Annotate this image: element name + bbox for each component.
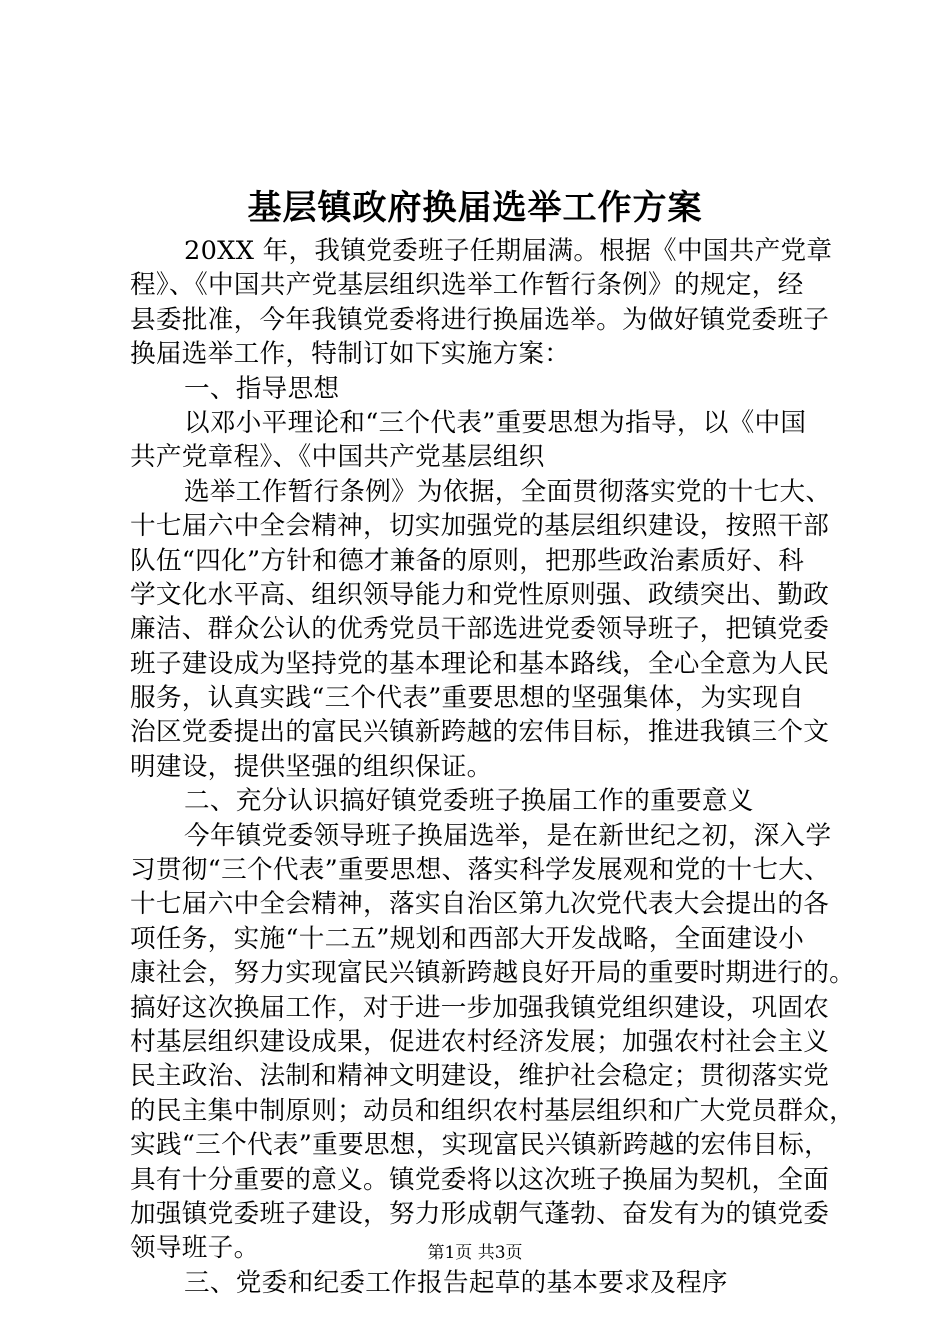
text-line: 程》、《中国共产党基层组织选举工作暂行条例》的规定，经	[130, 270, 804, 301]
text-line: 的民主集中制原则；动员和组织农村基层组织和广大党员群众，	[130, 1095, 856, 1126]
text-line: 20XX 年，我镇党委班子任期届满。根据《中国共产党章	[184, 236, 833, 266]
text-line: 明建设，提供坚强的组织保证。	[130, 751, 493, 782]
text-line: 班子建设成为坚持党的基本理论和基本路线，全心全意为人民	[130, 648, 830, 679]
text-line: 康社会，努力实现富民兴镇新跨越良好开局的重要时期进行的。	[130, 958, 856, 989]
document-title: 基层镇政府换届选举工作方案	[247, 188, 703, 228]
text-line: 领导班子。	[130, 1233, 260, 1264]
section-heading: 一、指导思想	[184, 373, 340, 404]
page-number-footer: 第1页 共3页	[427, 1243, 523, 1263]
text-line: 换届选举工作，特制订如下实施方案：	[130, 339, 571, 370]
section-heading: 三、党委和纪委工作报告起草的基本要求及程序	[184, 1267, 728, 1298]
text-line: 习贯彻“三个代表”重要思想、落实科学发展观和党的十七大、	[130, 855, 831, 886]
text-line: 具有十分重要的意义。镇党委将以这次班子换届为契机，全面	[130, 1164, 830, 1195]
text-line: 加强镇党委班子建设，努力形成朝气蓬勃、奋发有为的镇党委	[130, 1198, 830, 1229]
text-line: 治区党委提出的富民兴镇新跨越的宏伟目标，推进我镇三个文	[130, 717, 830, 748]
text-line: 搞好这次换届工作，对于进一步加强我镇党组织建设，巩固农	[130, 992, 830, 1023]
text-line: 以邓小平理论和“三个代表”重要思想为指导，以《中国	[184, 407, 807, 438]
text-line: 队伍“四化”方针和德才兼备的原则，把那些政治素质好、科	[130, 545, 805, 576]
text-line: 民主政治、法制和精神文明建设，维护社会稳定；贯彻落实党	[130, 1061, 830, 1092]
text-line: 今年镇党委领导班子换届选举，是在新世纪之初，深入学	[184, 820, 832, 851]
text-line: 共产党章程》、《中国共产党基层组织	[130, 442, 545, 473]
text-line: 村基层组织建设成果，促进农村经济发展；加强农村社会主义	[130, 1026, 830, 1057]
text-line: 廉洁、群众公认的优秀党员干部选进党委领导班子，把镇党委	[130, 614, 830, 645]
document-body	[130, 234, 856, 1300]
text-line: 十七届六中全会精神，落实自治区第九次党代表大会提出的各	[130, 889, 830, 920]
section-heading: 二、充分认识搞好镇党委班子换届工作的重要意义	[184, 786, 754, 817]
text-line: 项任务，实施“十二五”规划和西部大开发战略，全面建设小	[130, 923, 805, 954]
text-line: 选举工作暂行条例》为依据，全面贯彻落实党的十七大、	[184, 476, 832, 507]
text-line: 十七届六中全会精神，切实加强党的基层组织建设，按照干部	[130, 511, 830, 542]
text-line: 服务，认真实践“三个代表”重要思想的坚强集体，为实现自	[130, 683, 805, 714]
text-line: 学文化水平高、组织领导能力和党性原则强、政绩突出、勤政	[130, 579, 830, 610]
text-line: 县委批准，今年我镇党委将进行换届选举。为做好镇党委班子	[130, 304, 830, 335]
text-line: 实践“三个代表”重要思想，实现富民兴镇新跨越的宏伟目标，	[130, 1130, 831, 1161]
